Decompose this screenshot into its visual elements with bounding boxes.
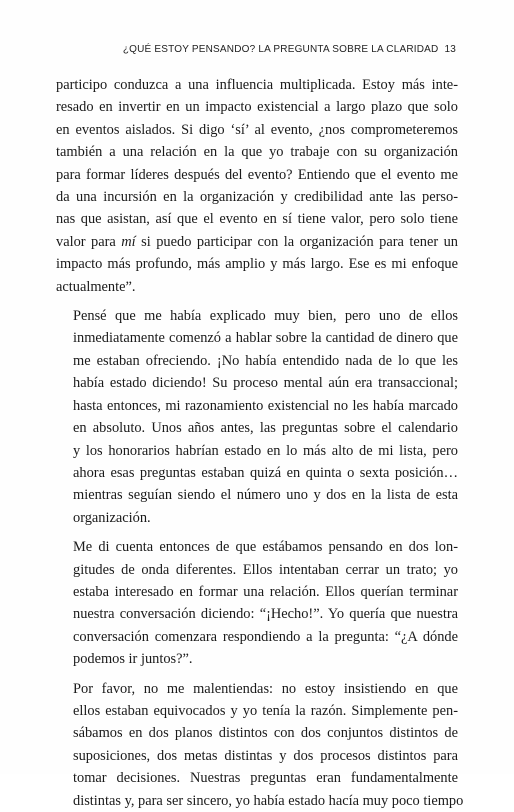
text-line: actualmente”.: [56, 278, 136, 295]
emphasis: mí: [121, 233, 136, 250]
text-line: Me di cuenta entonces de que estábamos pensando en dos lon-: [73, 539, 458, 556]
text-line: y los honorarios habrían estado en lo más alto de mi lista, pero: [73, 442, 458, 459]
text-line: gitudes de onda diferentes. Ellos intentaban cerrar un trato; yo: [73, 561, 458, 578]
text-line: nuestra conversación diciendo: “¡Hecho!”. Yo quería que nuestra: [73, 606, 458, 623]
running-header-title: ¿QUÉ ESTOY PENSANDO? LA PREGUNTA SOBRE LA CLARIDAD: [122, 44, 439, 55]
text-line: había estado diciendo! Su proceso mental aún era transaccional;: [73, 375, 458, 392]
text-line: resado en invertir en un impacto existencial a largo plazo que solo: [56, 99, 458, 116]
text-line: participo conduzca a una influencia multiplicada. Estoy más inte-: [56, 77, 458, 93]
text-line: me estaban ofreciendo. ¡No había entendido nada de lo que les: [73, 352, 458, 369]
paragraph: [56, 74, 458, 298]
text-line: tomar decisiones. Nuestras preguntas eran fundamentalmente: [73, 770, 458, 787]
text-line: para formar líderes después del evento? Entiendo que el evento me: [56, 166, 458, 183]
text-line: inmediatamente comenzó a hablar sobre la cantidad de dinero que: [73, 330, 458, 347]
text-line: Pensé que me había explicado muy bien, pero uno de ellos: [73, 308, 458, 325]
text-line: ellos estaban equivocados y yo tenía la razón. Simplemente pen-: [73, 702, 458, 719]
paragraph: [56, 678, 464, 812]
text-line: suposiciones, dos metas distintas y dos procesos distintos para: [73, 747, 458, 764]
running-header: [123, 44, 456, 55]
text-line: hasta entonces, mi razonamiento existencial no les había marcado: [73, 397, 458, 414]
text-line: sábamos en dos planos distintos con dos conjuntos distintos de: [73, 725, 458, 742]
body-text: [56, 74, 464, 812]
page-number: 13: [444, 44, 456, 55]
paragraph: [56, 305, 458, 529]
text-line: valor para mí si puedo participar con la organización para tener un: [56, 233, 458, 250]
text-line: también a una relación en la que yo trabaje con su organización: [56, 144, 458, 161]
text-line: en absoluto. Unos años antes, las preguntas sobre el calendario: [73, 420, 458, 437]
text-line: en eventos aislados. Si digo ‘sí’ al evento, ¿nos comprometeremos: [56, 121, 458, 138]
text-line: organización.: [73, 509, 151, 526]
text-line: da una incursión en la organización y credibilidad ante las perso-: [56, 189, 458, 206]
text-line: Por favor, no me malentiendas: no estoy insistiendo en que: [73, 680, 458, 697]
paragraph: [56, 536, 458, 670]
text-line: estaba interesado en formar una relación. Ellos querían terminar: [73, 583, 458, 600]
text-line: distintas y, para ser sincero, yo había estado hacía muy poco tiempo: [73, 792, 464, 809]
text-line: nas que asistan, así que el evento en sí tiene valor, pero solo tiene: [56, 211, 458, 228]
text-line: impacto más profundo, más amplio y más largo. Ese es mi enfoque: [56, 256, 458, 273]
text-line: mientras seguían siendo el número uno y dos en la lista de esta: [73, 487, 458, 504]
text-line: ahora esas preguntas estaban quizá en quinta o sexta posición…: [73, 464, 458, 481]
text-line: podemos ir juntos?”.: [73, 651, 193, 668]
text-line: conversación comenzara respondiendo a la pregunta: “¿A dónde: [73, 628, 458, 645]
